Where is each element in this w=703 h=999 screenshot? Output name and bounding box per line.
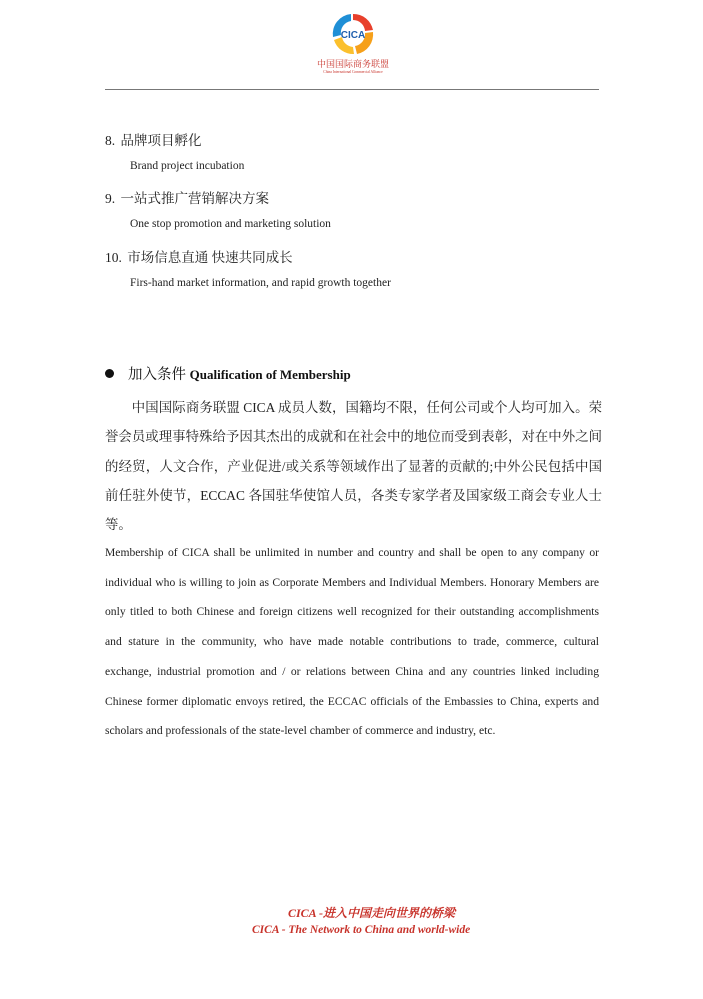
footer-slogan-en: CICA - The Network to China and world-wide (252, 924, 471, 936)
logo-english-name: China International Commercial Alliance (323, 70, 383, 74)
service-title-cn: 一站式推广营销解决方案 (120, 191, 269, 206)
footer-slogan (252, 905, 472, 939)
logo-chinese-name: 中国国际商务联盟 (316, 59, 389, 69)
bullet-icon (105, 369, 114, 378)
service-title-en: Firs-hand market information, and rapid growth together (130, 277, 391, 289)
service-number: 10. (105, 250, 122, 265)
logo-mark-text: CICA (340, 30, 366, 41)
cica-logo (315, 10, 391, 75)
service-title-en: Brand project incubation (130, 160, 245, 172)
service-title-cn: 市场信息直通 快速共同成长 (127, 250, 293, 265)
membership-heading-cn: 加入条件 (128, 367, 186, 383)
service-number: 8. (105, 133, 116, 148)
header-divider (105, 89, 599, 90)
service-title-cn: 品牌项目孵化 (120, 133, 202, 148)
service-number: 9. (105, 191, 116, 206)
service-title-en: One stop promotion and marketing solution (130, 218, 331, 230)
service-item-9 (105, 187, 269, 207)
membership-paragraph-en: Membership of CICA shall be unlimited in number and country and shall be open to any company or individual who is willing to join as Corporate Members and Individual Members. Honorary Members are only titled to both Chinese and foreign citizens well recognized for their outstanding accomplishments and stature in the community, who have made notable contributions to trade, commerce, cultural exchange, industrial promotion and / or relations between China and any countries linked including Chinese former diplomatic envoys retired, the ECCAC officials of the Embassies to China, experts and scholars and professionals of the state-level chamber of commerce and industry, etc. (105, 546, 599, 738)
membership-paragraph-cn: 中国国际商务联盟 CICA 成员人数，国籍均不限，任何公司或个人均可加入。荣誉会员或理事特殊给予因其杰出的成就和在社会中的地位而受到表彰，对在中外之间的经贸，人文合作，产业促进/或关系等领域作出了显著的贡献的;中外公民包括中国前任驻外使节，ECCAC 各国驻华使馆人员，各类专家学者及国家级工商会专业人士等。 (105, 400, 602, 533)
cica-logo-mark (327, 10, 379, 58)
service-item-8 (105, 129, 202, 149)
service-item-10 (105, 246, 293, 266)
membership-heading (105, 363, 351, 384)
membership-heading-en: Qualification of Membership (189, 367, 351, 382)
footer-slogan-cn: CICA -进入中国走向世界的桥梁 (288, 906, 456, 920)
